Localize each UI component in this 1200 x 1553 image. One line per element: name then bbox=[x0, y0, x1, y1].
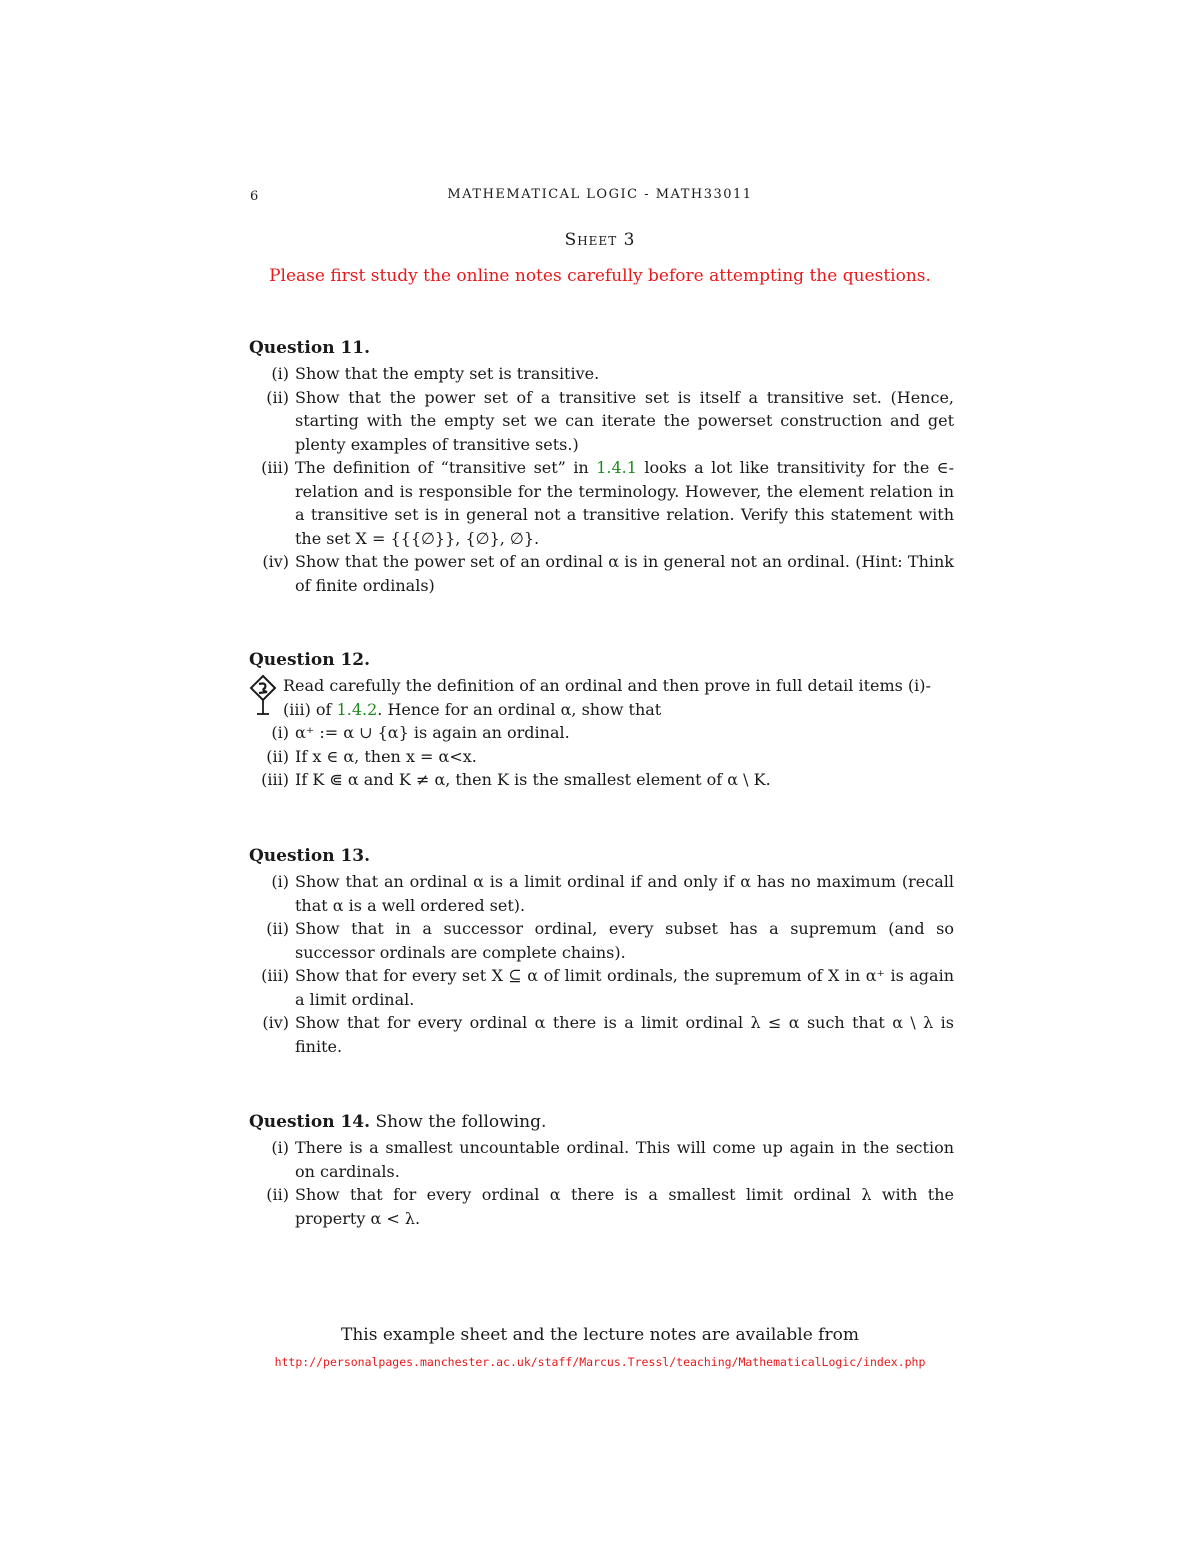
study-notice: Please first study the online notes carefully before attempting the questions. bbox=[269, 266, 931, 286]
footer-text: This example sheet and the lecture notes are available from bbox=[341, 1325, 859, 1345]
item-text: Show that the power set of a transitive set is itself a transitive set. (Hence, starting with the empty set we can iterate the powerset construction and get plenty examples of transitive sets.) bbox=[295, 387, 954, 454]
dangerous-bend-icon bbox=[249, 674, 283, 721]
item-text: There is a smallest uncountable ordinal. This will come up again in the section on cardinals. bbox=[295, 1138, 954, 1181]
item-text: α⁺ := α ∪ {α} is again an ordinal. bbox=[295, 723, 570, 742]
intro-text-part: . Hence for an ordinal α, show that bbox=[377, 699, 662, 719]
question-13 bbox=[249, 844, 954, 1058]
intro-text-part: Read carefully the definition of an ordinal and then prove in full detail items (i)-(iii) of bbox=[283, 676, 931, 719]
running-title: MATHEMATICAL LOGIC - MATH33011 bbox=[447, 187, 753, 202]
list-item bbox=[249, 917, 954, 964]
list-item bbox=[249, 721, 954, 745]
list-item bbox=[249, 768, 954, 792]
list-item bbox=[249, 386, 954, 457]
list-item bbox=[249, 362, 954, 386]
item-label: (iii) bbox=[261, 458, 289, 477]
intro-text bbox=[283, 674, 954, 721]
item-text: Show that for every ordinal α there is a limit ordinal λ ≤ α such that α \ λ is finite. bbox=[295, 1013, 954, 1056]
question-12 bbox=[249, 648, 954, 792]
reference-link[interactable]: 1.4.2 bbox=[336, 699, 378, 719]
list-item bbox=[249, 1011, 954, 1058]
item-label: (ii) bbox=[266, 1185, 289, 1204]
item-label: (iii) bbox=[261, 966, 289, 985]
list-item bbox=[249, 550, 954, 597]
question-11 bbox=[249, 336, 954, 597]
item-text bbox=[295, 456, 954, 550]
question-heading: Question 13. bbox=[249, 846, 371, 866]
list-item bbox=[249, 745, 954, 769]
list-item bbox=[249, 870, 954, 917]
item-text: Show that in a successor ordinal, every subset has a supremum (and so successor ordinals are complete chains). bbox=[295, 919, 954, 962]
question-intro bbox=[249, 674, 954, 721]
list-item bbox=[249, 1183, 954, 1230]
heading-text: Show the following. bbox=[370, 1112, 547, 1132]
question-heading: Question 12. bbox=[249, 650, 371, 670]
item-label: (iv) bbox=[262, 552, 289, 571]
item-text-part: looks a lot like transitivity for the ∈-relation and is responsible for the terminology. However, the element relation in a transitive set is in general not a transitive relation. Verify this statement with the set X = {{{∅}}, {∅}, ∅}. bbox=[295, 458, 955, 548]
question-heading: Question 11. bbox=[249, 338, 371, 358]
item-label: (i) bbox=[271, 364, 289, 383]
item-text: Show that an ordinal α is a limit ordinal if and only if α has no maximum (recall that α is a well ordered set). bbox=[295, 872, 954, 915]
item-label: (i) bbox=[271, 1138, 289, 1157]
footer-url-link[interactable]: http://personalpages.manchester.ac.uk/staff/Marcus.Tressl/teaching/MathematicalLogic/index.php bbox=[274, 1355, 926, 1369]
item-label: (i) bbox=[271, 872, 289, 891]
item-label: (ii) bbox=[266, 387, 289, 407]
item-text: If x ∈ α, then x = α<x. bbox=[295, 746, 477, 766]
question-14 bbox=[249, 1110, 954, 1230]
item-text-part: The definition of “transitive set” in bbox=[295, 458, 597, 477]
item-text: Show that for every ordinal α there is a smallest limit ordinal λ with the property α < λ. bbox=[295, 1185, 954, 1228]
heading-label: Question 14. bbox=[249, 1112, 371, 1132]
list-item bbox=[249, 456, 954, 550]
item-label: (ii) bbox=[266, 919, 289, 938]
item-label: (i) bbox=[271, 723, 289, 742]
item-text: Show that the power set of an ordinal α is in general not an ordinal. (Hint: Think of finite ordinals) bbox=[295, 552, 954, 595]
item-text: Show that the empty set is transitive. bbox=[295, 364, 600, 383]
question-heading bbox=[249, 1110, 954, 1134]
list-item bbox=[249, 1136, 954, 1183]
list-item bbox=[249, 964, 954, 1011]
item-text: Show that for every set X ⊆ α of limit ordinals, the supremum of X in α⁺ is again a limit ordinal. bbox=[295, 966, 954, 1009]
item-label: (iii) bbox=[261, 770, 289, 789]
page-number: 6 bbox=[250, 189, 259, 204]
item-label: (ii) bbox=[266, 746, 289, 766]
page-title: Sheet 3 bbox=[564, 230, 636, 250]
item-label: (iv) bbox=[262, 1013, 289, 1032]
reference-link[interactable]: 1.4.1 bbox=[596, 458, 637, 477]
item-text: If K ⋐ α and K ≠ α, then K is the smallest element of α \ K. bbox=[295, 770, 771, 789]
